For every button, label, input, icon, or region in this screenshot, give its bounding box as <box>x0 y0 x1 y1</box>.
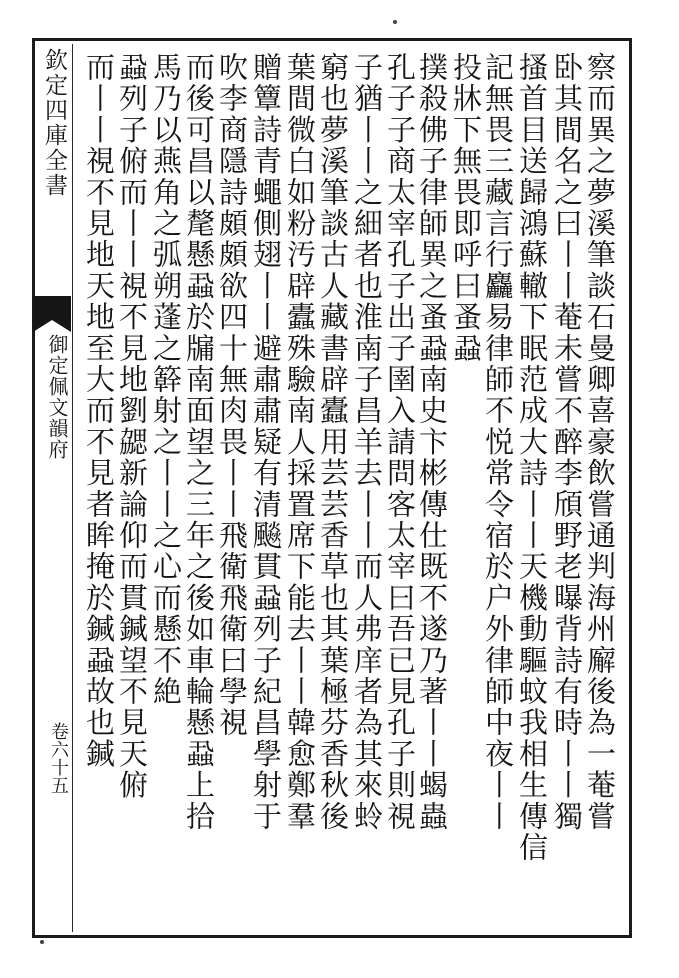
text-column-4: 記無畏三藏言行麤易律師不悦常令宿於户外律師中夜丨丨 <box>481 52 515 832</box>
text-column-3: 搔首目送歸鴻蘇轍下眠范成大詩丨丨天機動驅蚊我相生傳信 <box>515 52 549 864</box>
text-column-8: 子猶丨丨之細者也淮南子昌羊去丨丨而人弗庠者為其來蛉 <box>350 52 384 832</box>
text-column-11: 贈簟詩青蠅側翅丨丨避肅肅疑有清飈貫蝨列子紀昌學射于 <box>249 52 283 832</box>
speck <box>393 20 397 24</box>
text-column-12: 吹李商隱詩頗頗欲四十無肉畏丨丨飛衛飛衛曰學視 <box>215 52 249 739</box>
speck <box>40 940 44 944</box>
text-column-5: 投牀下無畏即呼曰蚤蝨 <box>449 52 483 364</box>
text-column-1: 察而異之夢溪筆談石曼卿喜豪飲嘗通判海州廨後為一菴嘗 <box>583 52 617 832</box>
text-column-10: 葉間微白如粉汚辟蠹殊驗南人採置席下能去丨丨韓愈鄭羣 <box>283 52 317 832</box>
fishtail-mark <box>33 296 71 332</box>
column-rule <box>72 44 73 932</box>
text-column-2: 卧其間名之曰丨丨菴未嘗不醉李頎野老曝背詩有時丨丨獨 <box>550 52 584 832</box>
margin-book-title: 御定佩文韻府 <box>45 334 69 460</box>
margin-collection-title: 欽定四庫全書 <box>41 48 67 198</box>
text-column-15: 蝨列子俯而丨丨視不見地劉勰新論仰而貫鍼望不見天俯 <box>115 52 149 801</box>
text-column-14: 馬乃以燕角之弧朔蓬之簳射之丨丨之心而懸不絶 <box>149 52 183 708</box>
text-column-16: 而丨丨視不見地天地至大而不見者眸掩於鍼蝨故也鍼 <box>82 52 116 770</box>
text-column-9: 窮也夢溪筆談古人藏書辟蠹用芸芸香草也其葉極芬香秋後 <box>316 52 350 832</box>
text-column-13: 而後可昌以氂懸蝨於牖南面望之三年之後如車輪懸蝨上拾 <box>182 52 216 832</box>
margin-folio: 卷六十五 <box>48 722 69 794</box>
text-column-7: 孔子子商太宰孔子出子圉入請問客太宰曰吾已見孔子則視 <box>383 52 417 832</box>
text-column-6: 撲殺佛子律師異之蚤蝨南史卞彬傳仕既不遂乃著丨丨蝎蟲 <box>415 52 449 832</box>
